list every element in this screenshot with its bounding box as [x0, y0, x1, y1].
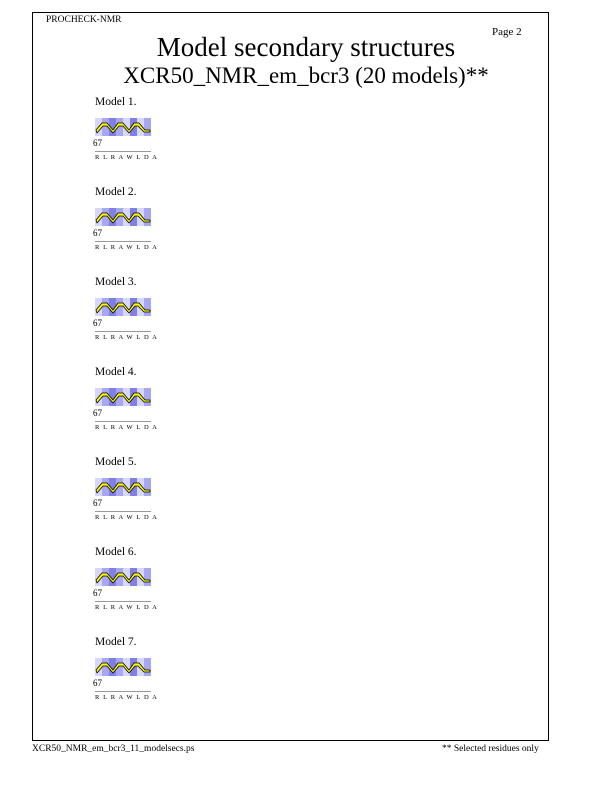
model-label: Model 2.	[95, 186, 137, 198]
residue-sequence: R L R A W L D A	[95, 514, 158, 521]
residue-shade-cell	[144, 118, 151, 136]
model-block	[93, 366, 173, 446]
secondary-structure-strip	[94, 208, 152, 226]
footer-filename: XCR50_NMR_em_bcr3_11_modelsecs.ps	[32, 744, 195, 754]
model-block	[93, 276, 173, 356]
start-residue-number: 67	[93, 588, 102, 598]
secondary-structure-strip	[94, 568, 152, 586]
secondary-structure-strip	[94, 298, 152, 316]
residue-sequence: R L R A W L D A	[95, 424, 158, 431]
model-label: Model 6.	[95, 546, 137, 558]
start-residue-number: 67	[93, 678, 102, 688]
secondary-structure-strip	[94, 118, 152, 136]
residue-sequence: R L R A W L D A	[95, 154, 158, 161]
page-subtitle: XCR50_NMR_em_bcr3 (20 models)**	[123, 63, 489, 88]
secondary-structure-strip	[94, 388, 152, 406]
start-residue-number: 67	[93, 228, 102, 238]
residue-sequence: R L R A W L D A	[95, 244, 158, 251]
start-residue-number: 67	[93, 408, 102, 418]
start-residue-number: 67	[93, 138, 102, 148]
model-block	[93, 186, 173, 266]
model-label: Model 3.	[95, 276, 137, 288]
sequence-divider	[95, 421, 151, 422]
model-block	[93, 456, 173, 536]
page-number: Page 2	[492, 26, 522, 38]
program-name: PROCHECK-NMR	[46, 15, 122, 25]
sequence-divider	[95, 601, 151, 602]
residue-shade-cell	[144, 658, 151, 676]
sequence-divider	[95, 241, 151, 242]
residue-shade-cell	[144, 478, 151, 496]
residue-shade-cell	[144, 298, 151, 316]
model-block	[93, 96, 173, 176]
secondary-structure-strip	[94, 658, 152, 676]
model-label: Model 1.	[95, 96, 137, 108]
model-label: Model 4.	[95, 366, 137, 378]
start-residue-number: 67	[93, 318, 102, 328]
model-label: Model 5.	[95, 456, 137, 468]
sequence-divider	[95, 691, 151, 692]
model-label: Model 7.	[95, 636, 137, 648]
residue-sequence: R L R A W L D A	[95, 604, 158, 611]
sequence-divider	[95, 511, 151, 512]
model-block	[93, 636, 173, 716]
sequence-divider	[95, 151, 151, 152]
footer-note: ** Selected residues only	[442, 744, 539, 754]
model-block	[93, 546, 173, 626]
sequence-divider	[95, 331, 151, 332]
residue-sequence: R L R A W L D A	[95, 694, 158, 701]
page-title: Model secondary structures	[156, 32, 456, 62]
residue-shade-cell	[144, 208, 151, 226]
start-residue-number: 67	[93, 498, 102, 508]
residue-shade-cell	[144, 388, 151, 406]
residue-shade-cell	[144, 568, 151, 586]
secondary-structure-strip	[94, 478, 152, 496]
residue-sequence: R L R A W L D A	[95, 334, 158, 341]
